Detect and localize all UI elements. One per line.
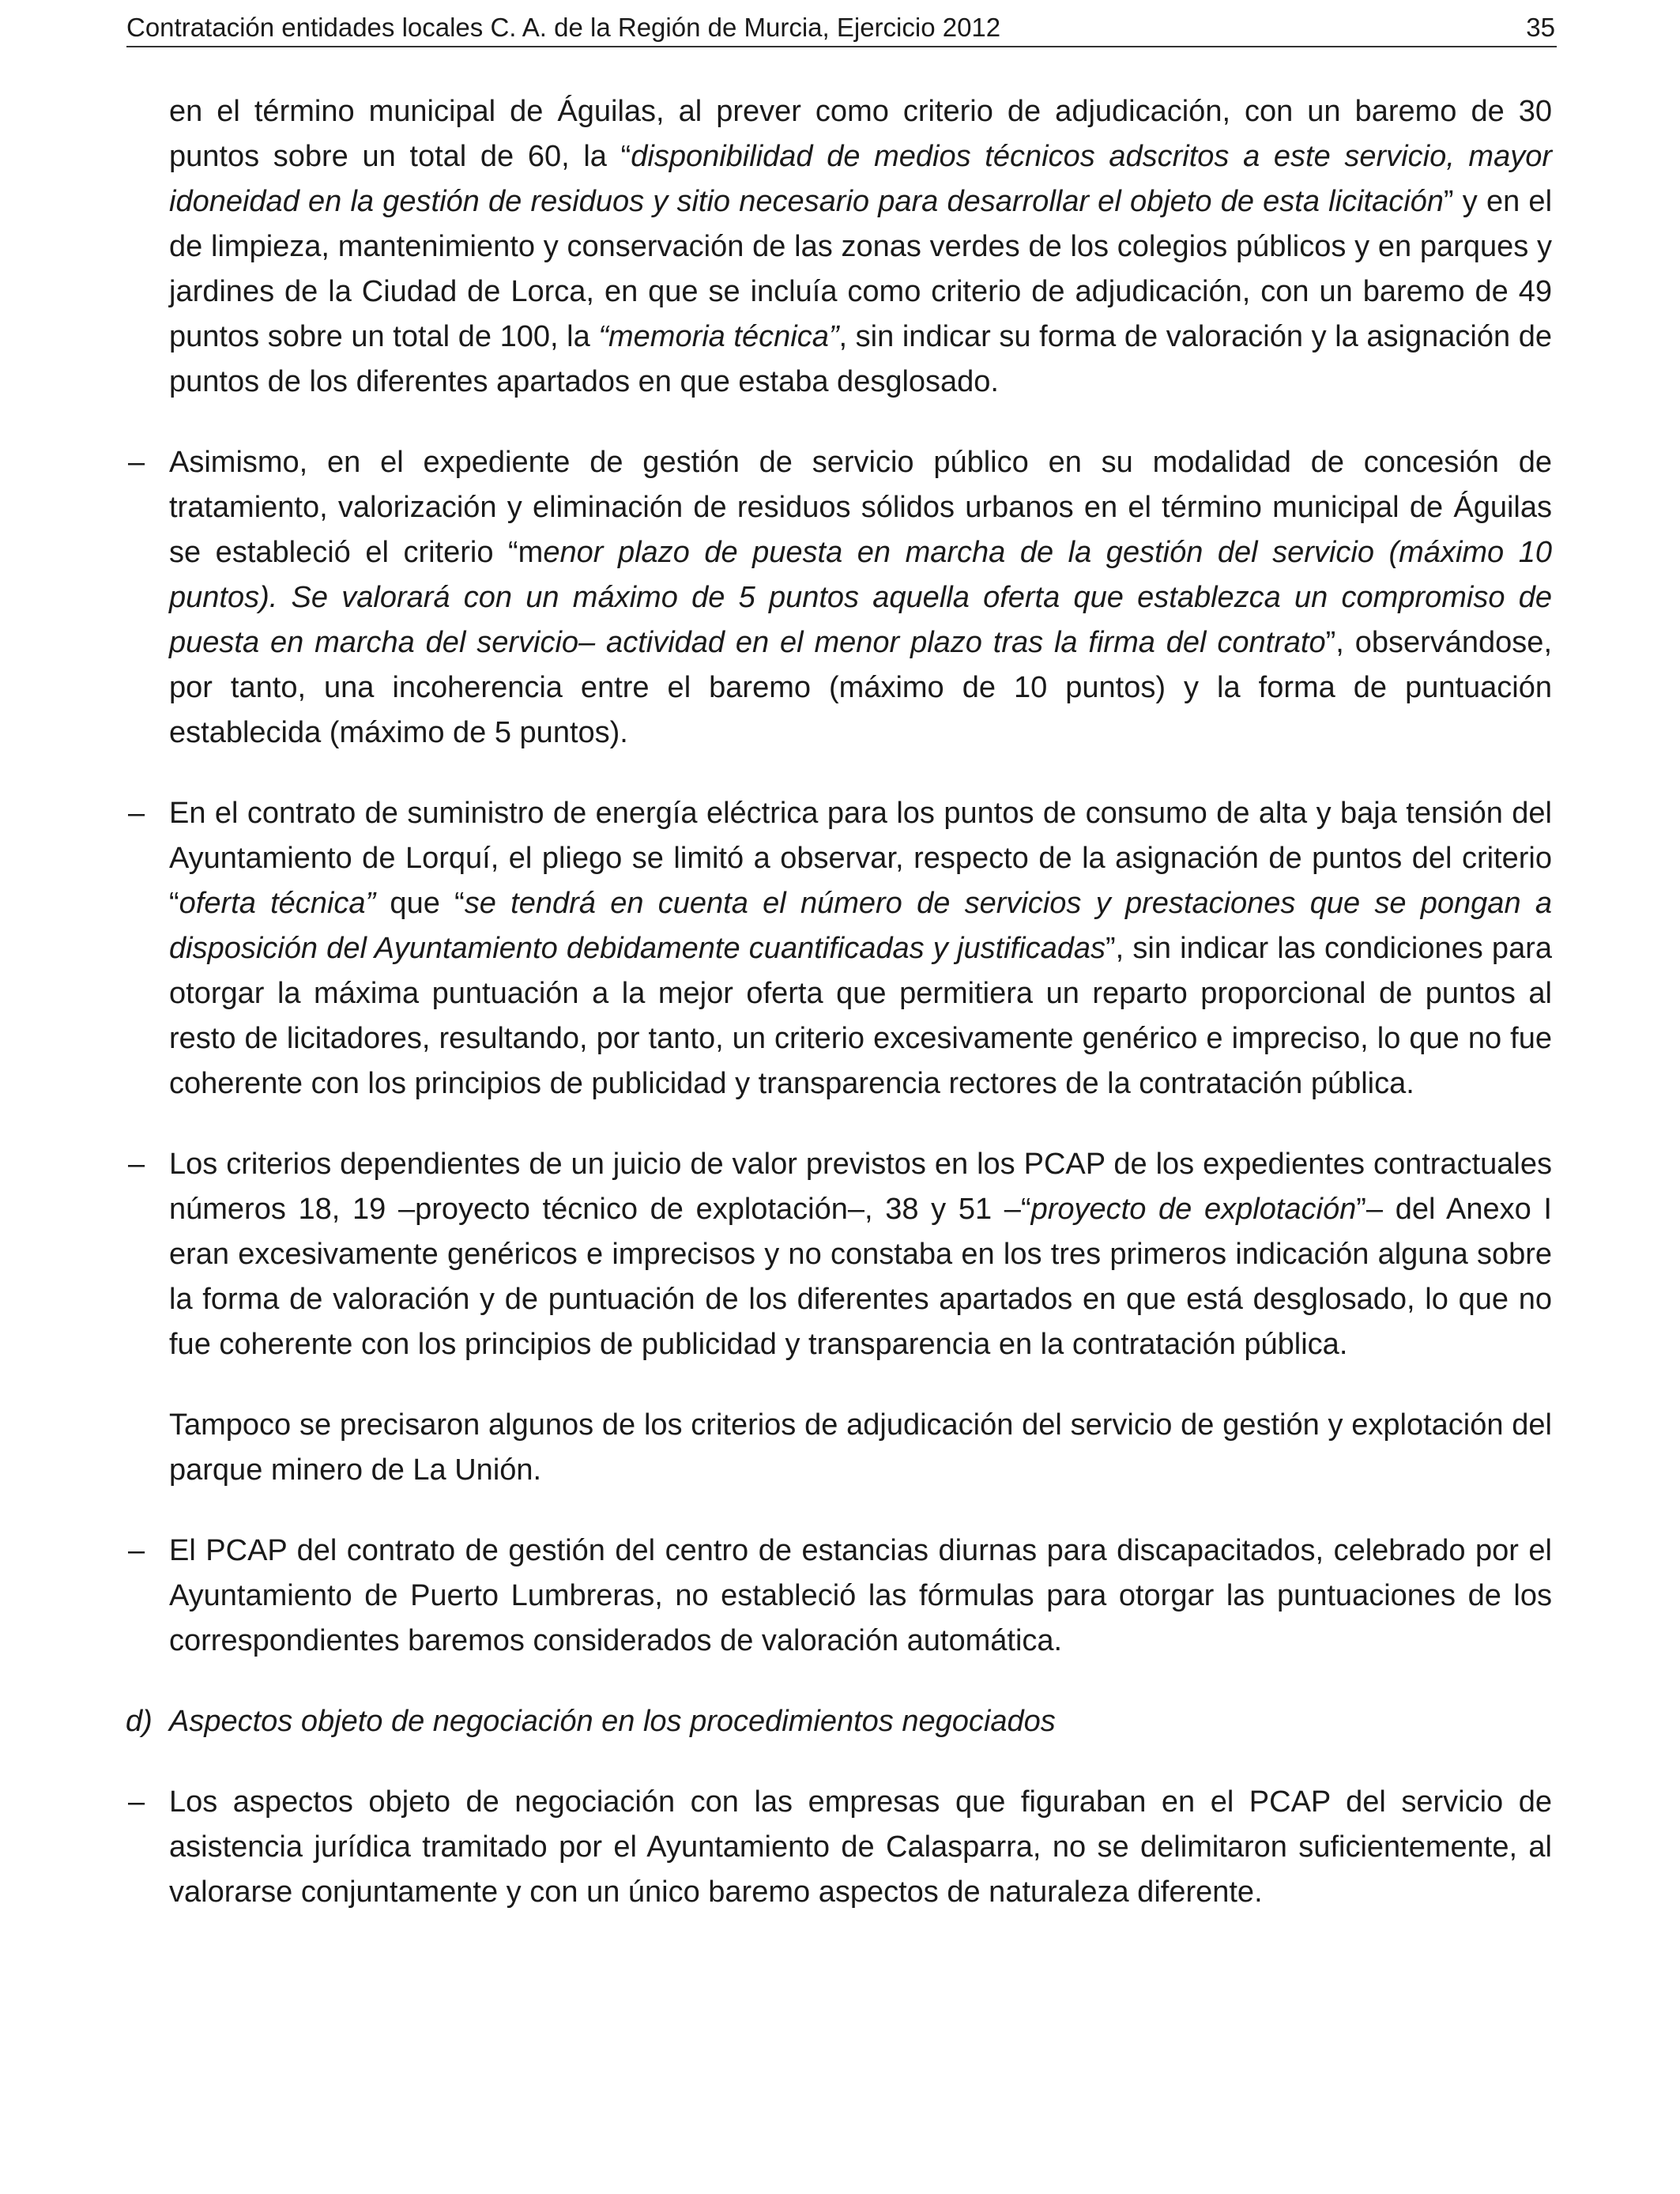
italic-quote: se tendrá en cuenta el número de servicios y prestaciones que se pongan a disposición del Ayuntamiento debidamente cuantificadas y justificadas	[169, 887, 1552, 965]
section-heading-d	[126, 1699, 1552, 1744]
dash-bullet: –	[128, 797, 145, 830]
text-run: El PCAP del contrato de gestión del centro de estancias diurnas para discapacitados, celebrado por el Ayuntamiento de Puerto Lumbreras, no estableció las fórmulas para otorgar las puntuaciones de los correspondientes baremos considerados de valoración automática.	[169, 1534, 1552, 1657]
italic-quote: “memoria técnica”	[598, 320, 839, 353]
document-body	[126, 89, 1553, 1915]
page-header	[126, 9, 1557, 47]
paragraph-la-union: Tampoco se precisaron algunos de los criterios de adjudicación del servicio de gestión y explotación del parque minero de La Unión.	[169, 1408, 1552, 1487]
italic-quote: disponibilidad de medios técnicos adscritos a este servicio, mayor idoneidad en la gestión de residuos y sitio necesario para desarrollar el objeto de esta licitación	[169, 140, 1552, 218]
running-title: Contratación entidades locales C. A. de la Región de Murcia, Ejercicio 2012	[126, 13, 1001, 42]
section-letter: d)	[126, 1705, 153, 1738]
italic-quote: enor plazo de puesta en marcha de la gestión del servicio (máximo 10 puntos). Se valorará con un máximo de 5 puntos aquella oferta que establezca un compromiso de puesta en marcha del servicio– actividad en el menor plazo tras la firma del contrato	[169, 536, 1552, 659]
list-item-puerto-lumbreras	[128, 1529, 1552, 1664]
page-number: 35	[1526, 13, 1555, 42]
text-run: Asimismo, en el expediente de gestión de servicio público en su modalidad de concesión de tratamiento, valorización y eliminación de residuos sólidos urbanos en el término municipal de Águilas se estableció el criterio “m	[169, 446, 1552, 569]
section-heading-text: Aspectos objeto de negociación en los procedimientos negociados	[169, 1705, 1056, 1738]
dash-bullet: –	[128, 446, 145, 479]
text-run: ”, sin indicar las condiciones para otorgar la máxima puntuación a la mejor oferta que permitiera un reparto proporcional de puntos al resto de licitadores, resultando, por tanto, un criterio excesivamente genérico e impreciso, lo que no fue coherente con los principios de publicidad y transparencia rectores de la contratación pública.	[169, 932, 1552, 1100]
text-run: que “	[375, 887, 465, 920]
paragraph-continuation	[169, 89, 1552, 405]
dash-bullet: –	[128, 1785, 145, 1819]
text-run: En el contrato de suministro de energía eléctrica para los puntos de consumo de alta y baja tensión del Ayuntamiento de Lorquí, el pliego se limitó a observar, respecto de la asignación de puntos del criterio “	[169, 797, 1552, 920]
text-run: Los aspectos objeto de negociación con las empresas que figuraban en el PCAP del servicio de asistencia jurídica tramitado por el Ayuntamiento de Calasparra, no se delimitaron suficientemente, al valorarse conjuntamente y con un único baremo aspectos de naturaleza diferente.	[169, 1785, 1552, 1909]
text-run: en el término municipal de Águilas, al prever como criterio de adjudicación, con un baremo de 30 puntos sobre un total de 60, la “	[169, 95, 1552, 173]
dash-bullet: –	[128, 1148, 145, 1181]
text-run: Los criterios dependientes de un juicio de valor previstos en los PCAP de los expedientes contractuales números 18, 19 –proyecto técnico de explotación–, 38 y 51 –“	[169, 1148, 1552, 1226]
list-item-aguilas-residuos	[128, 440, 1553, 756]
dash-bullet: –	[128, 1534, 145, 1567]
list-item-lorqui-energia	[128, 791, 1552, 1106]
italic-quote: oferta técnica”	[179, 887, 376, 920]
text-run: ”, observándose, por tanto, una incoherencia entre el baremo (máximo de 10 puntos) y la forma de puntuación establecida (máximo de 5 puntos).	[169, 626, 1553, 749]
text-run: ”– del Anexo I eran excesivamente genéricos e imprecisos y no constaba en los tres primeros indicación alguna sobre la forma de valoración y de puntuación de los diferentes apartados en que está desglosado, lo que no fue coherente con los principios de publicidad y transparencia en la contratación pública.	[169, 1193, 1552, 1361]
italic-quote: proyecto de explotación	[1030, 1193, 1357, 1226]
text-run: ” y en el de limpieza, mantenimiento y conservación de las zonas verdes de los colegios públicos y en parques y jardines de la Ciudad de Lorca, en que se incluía como criterio de adjudicación, con un baremo de 49 puntos sobre un total de 100, la	[169, 185, 1553, 353]
list-item-criterios-juicio-valor	[128, 1142, 1552, 1367]
list-item-calasparra	[128, 1780, 1552, 1915]
text-run: , sin indicar su forma de valoración y la asignación de puntos de los diferentes apartados en que estaba desglosado.	[169, 320, 1552, 398]
